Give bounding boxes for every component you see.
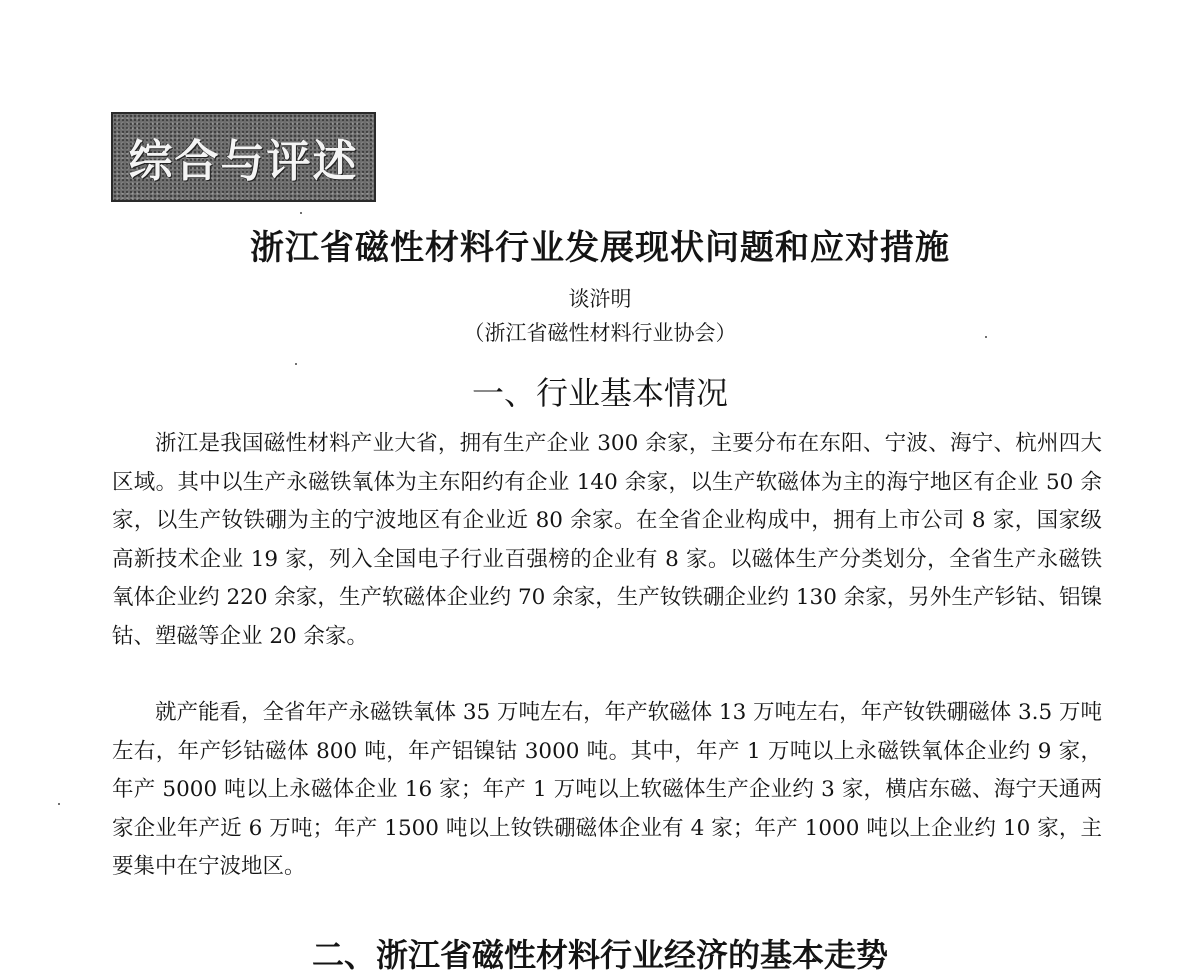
paragraph-2: 就产能看，全省年产永磁铁氧体 35 万吨左右，年产软磁体 13 万吨左右，年产钕铁硼磁体 3.5 万吨左右，年产钐钴磁体 800 吨，年产铝镍钴 3000 吨。其中，年产 1 万吨以上永磁铁氧体企业约 9 家，年产 5000 吨以上永磁体企业 16 家；年产 1 万吨以上软磁体生产企业约 3 家，横店东磁、海宁天通两家企业年产近 6 万吨；年产 1500 吨以上钕铁硼磁体企业有 4 家；年产 1000 吨以上企业约 10 家，主要集中在宁波地区。 <box>112 700 1102 879</box>
paragraph-1: 浙江是我国磁性材料产业大省，拥有生产企业 300 余家，主要分布在东阳、宁波、海宁、杭州四大区域。其中以生产永磁铁氧体为主东阳约有企业 140 余家，以生产软磁体为主的海宁地区有企业 50 余家，以生产钕铁硼为主的宁波地区有企业近 80 余家。在全省企业构成中，拥有上市公司 8 家，国家级高新技术企业 19 家，列入全国电子行业百强榜的企业有 8 家。以磁体生产分类划分，全省生产永磁铁氧体企业约 220 余家，生产软磁体企业约 70 余家，生产钕铁硼企业约 130 余家，另外生产钐钴、铝镍钴、塑磁等企业 20 余家。 <box>112 431 1102 649</box>
section-heading-2: 二、浙江省磁性材料行业经济的基本走势 <box>311 936 888 974</box>
article-author: 谈浒明 <box>568 287 632 311</box>
article-affiliation: （浙江省磁性材料行业协会） <box>463 321 737 345</box>
article-title: 浙江省磁性材料行业发展现状问题和应对措施 <box>250 228 950 268</box>
scan-speck <box>295 363 297 365</box>
section-tag-label: 综合与评述 <box>128 136 359 187</box>
scan-speck <box>58 803 60 805</box>
scan-speck <box>985 336 987 338</box>
scan-speck <box>300 212 302 214</box>
section-tag-box <box>111 112 376 202</box>
section-heading-1: 一、行业基本情况 <box>471 374 728 412</box>
